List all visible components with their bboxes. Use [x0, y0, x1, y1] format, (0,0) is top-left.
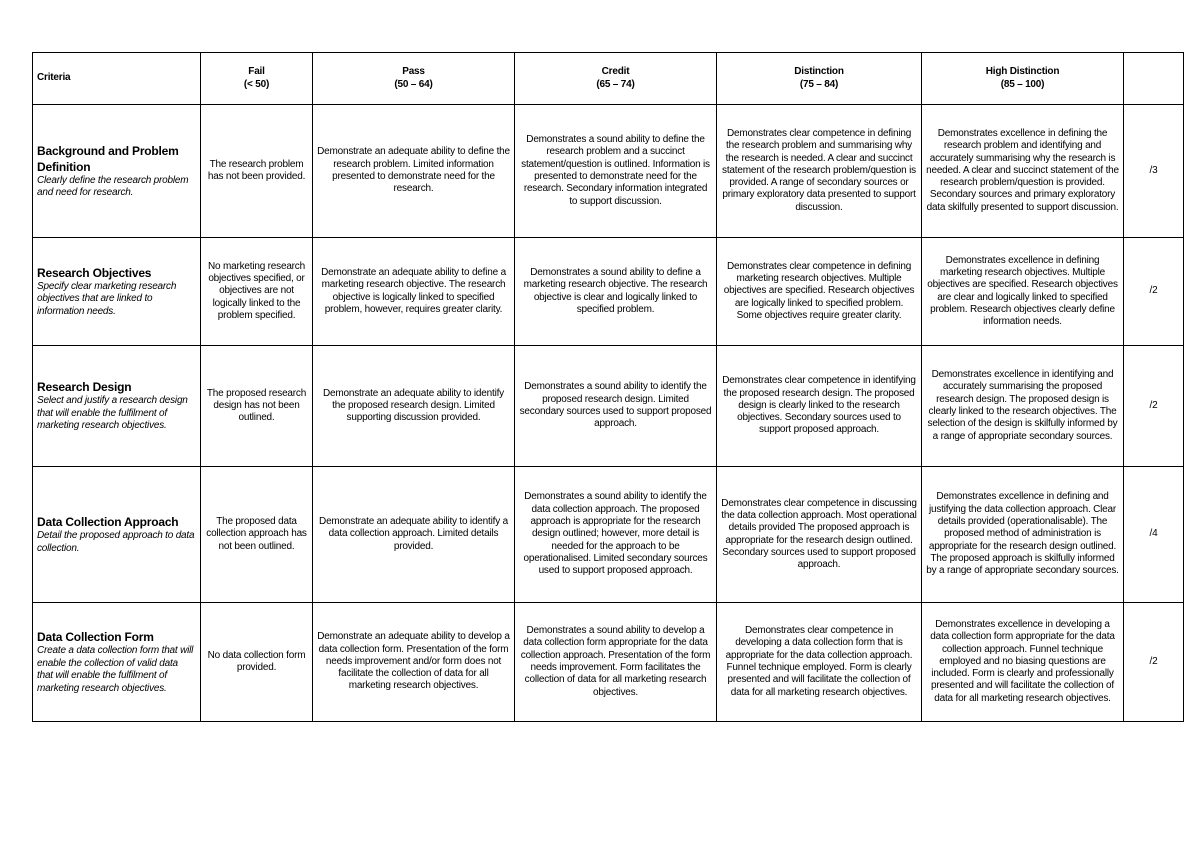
criterion-description: Create a data collection form that will enable the collection of valid data that will enable the fulfilment of marketing research objectives.: [37, 645, 194, 694]
criterion-cell: [33, 467, 201, 603]
credit-cell: Demonstrates a sound ability to identify the data collection approach. The proposed approach is appropriate for the research design outlined; however, more detail is needed for the approach to be operationalised. Limited secondary sources used to support proposed approach.: [515, 467, 717, 603]
distinction-header: [717, 53, 922, 105]
fail-cell: No marketing research objectives specified, or objectives are not logically linked to the problem specified.: [201, 238, 313, 346]
mark-cell: /4: [1124, 467, 1184, 603]
table-row: [33, 467, 1184, 603]
fail-title: Fail: [248, 66, 265, 78]
criterion-description: Select and justify a research design that will enable the fulfilment of marketing research objectives.: [37, 395, 188, 432]
fail-cell: No data collection form provided.: [201, 603, 313, 722]
criterion-title: Background and Problem Definition: [37, 143, 179, 174]
high-distinction-cell: Demonstrates excellence in defining and justifying the data collection approach. Clear details provided (operationalisable). The proposed method of administration is appropriate for the research design outlined. The proposed approach is skilfully informed by a range of appropriate secondary sources.: [922, 467, 1124, 603]
credit-cell: Demonstrates a sound ability to define a marketing research objective. The research objective is clear and logically linked to specified problem.: [515, 238, 717, 346]
marking-rubric-table: [32, 52, 1184, 722]
criterion-cell: [33, 603, 201, 722]
criteria-header: Criteria: [33, 53, 201, 105]
criterion-title: Research Design: [37, 380, 132, 395]
header-row: [33, 53, 1184, 105]
distinction-cell: Demonstrates clear competence in developing a data collection form that is appropriate for the data collection approach. Funnel technique employed. Form is clearly presented and will facilitate the collection of data for all marketing research objectives.: [717, 603, 922, 722]
credit-cell: Demonstrates a sound ability to identify the proposed research design. Limited secondary sources used to support proposed approach.: [515, 346, 717, 467]
fail-range: (< 50): [243, 78, 270, 90]
distinction-cell: Demonstrates clear competence in discussing the data collection approach. Most operational details provided The proposed approach is appropriate for the research design outlined. Secondary sources used to support proposed approach.: [717, 467, 922, 603]
credit-cell: Demonstrates a sound ability to develop a data collection form appropriate for the data collection approach. Presentation of the form needs improvement. Form facilitates the collection of data for all marketing research objectives.: [515, 603, 717, 722]
mark-cell: /3: [1124, 105, 1184, 238]
criterion-cell: [33, 105, 201, 238]
high-distinction-cell: Demonstrates excellence in defining the research problem and identifying and accurately summarising why the research is needed. A clear and succinct statement of the research problem/question is provided. Secondary sources and primary exploratory data skilfully presented to support discussion.: [922, 105, 1124, 238]
fail-cell: The research problem has not been provided.: [201, 105, 313, 238]
table-row: [33, 603, 1184, 722]
table-row: [33, 346, 1184, 467]
table-row: [33, 105, 1184, 238]
criterion-title: Data Collection Form: [37, 630, 154, 644]
criterion-title: Research Objectives: [37, 265, 152, 280]
pass-title: Pass: [402, 66, 425, 78]
credit-title: Credit: [601, 66, 630, 78]
high-distinction-title: High Distinction: [985, 66, 1060, 78]
fail-header: [201, 53, 313, 105]
distinction-cell: Demonstrates clear competence in defining the research problem and summarising why the research is needed. A clear and succinct statement of the research problem/question is provided. A range of secondary sources or primary exploratory data presented to support discussion.: [717, 105, 922, 238]
table-row: [33, 238, 1184, 346]
criterion-description: Specify clear marketing research objectives that are linked to information needs.: [37, 280, 177, 317]
high-distinction-cell: Demonstrates excellence in identifying and accurately summarising the proposed research design. The proposed design is clearly linked to the research objectives. The selection of the design is skilfully informed by a range of appropriate secondary sources.: [922, 346, 1124, 467]
pass-cell: Demonstrate an adequate ability to define the research problem. Limited information presented to demonstrate need for the research.: [313, 105, 515, 238]
criterion-description: Clearly define the research problem and need for research.: [37, 174, 189, 198]
credit-header: [515, 53, 717, 105]
pass-cell: Demonstrate an adequate ability to develop a data collection form. Presentation of the form needs improvement and/or form does not facilitate the collection of data for all marketing research objectives.: [313, 603, 515, 722]
distinction-cell: Demonstrates clear competence in defining marketing research objectives. Multiple objectives are specified. Research objectives are logically linked to specified problem. Some objectives require greater clarity.: [717, 238, 922, 346]
mark-cell: /2: [1124, 238, 1184, 346]
high-distinction-cell: Demonstrates excellence in developing a data collection form appropriate for the data collection approach. Funnel technique employed and no biasing questions are included. Form is clearly and professionally presented and will facilitate the collection of data for all marketing research objectives.: [922, 603, 1124, 722]
mark-header: [1124, 53, 1184, 105]
distinction-title: Distinction: [794, 66, 844, 78]
distinction-range: (75 – 84): [799, 78, 839, 90]
pass-cell: Demonstrate an adequate ability to define a marketing research objective. The research objective is logically linked to specified problem, however, requires greater clarity.: [313, 238, 515, 346]
pass-header: [313, 53, 515, 105]
credit-range: (65 – 74): [596, 78, 635, 90]
fail-cell: The proposed research design has not been outlined.: [201, 346, 313, 467]
criterion-title: Data Collection Approach: [37, 515, 179, 529]
criterion-description: Detail the proposed approach to data collection.: [37, 530, 195, 554]
fail-cell: The proposed data collection approach has not been outlined.: [201, 467, 313, 603]
high-distinction-range: (85 – 100): [1000, 78, 1045, 90]
high-distinction-cell: Demonstrates excellence in defining marketing research objectives. Multiple objectives are specified. Research objectives are clear and logically linked to specified problem. Research objectives clearly define information needs.: [922, 238, 1124, 346]
mark-cell: /2: [1124, 346, 1184, 467]
distinction-cell: Demonstrates clear competence in identifying the proposed research design. The proposed design is clearly linked to the research objectives. Secondary sources used to support proposed approach.: [717, 346, 922, 467]
pass-cell: Demonstrate an adequate ability to identify a data collection approach. Limited details provided.: [313, 467, 515, 603]
criterion-cell: [33, 238, 201, 346]
pass-range: (50 – 64): [394, 78, 433, 90]
credit-cell: Demonstrates a sound ability to define the research problem and a succinct statement/question is outlined. Information is presented to demonstrate need for the research. Secondary information integrated to support discussion.: [515, 105, 717, 238]
high-distinction-header: [922, 53, 1124, 105]
criterion-cell: [33, 346, 201, 467]
mark-cell: /2: [1124, 603, 1184, 722]
pass-cell: Demonstrate an adequate ability to identify the proposed research design. Limited supporting discussion provided.: [313, 346, 515, 467]
